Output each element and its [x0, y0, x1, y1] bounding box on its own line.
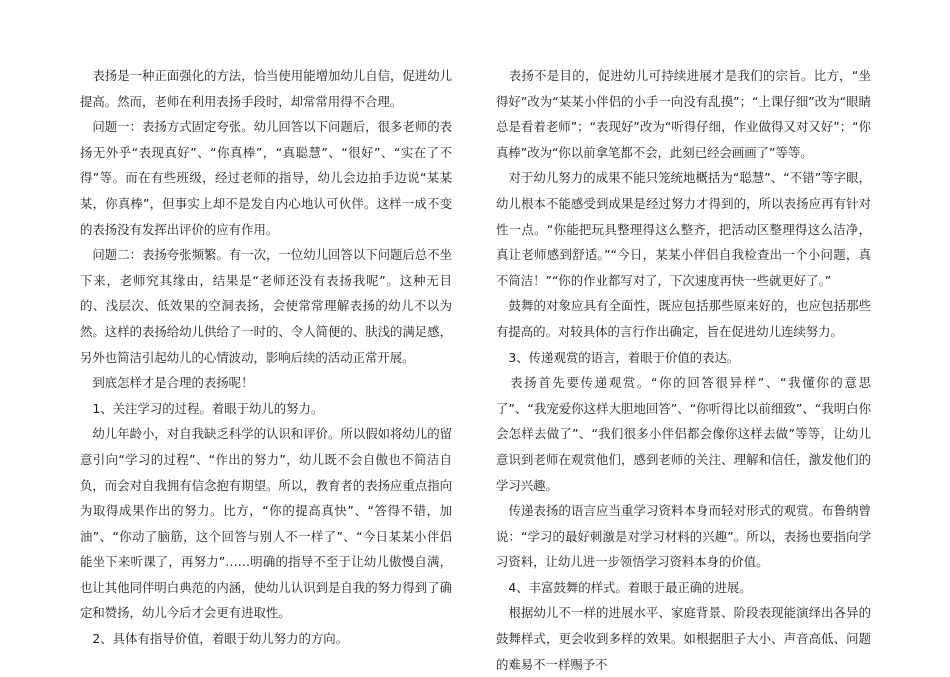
paragraph-problem-two: 问题二：表扬夸张频繁。有一次，一位幼儿回答以下问题后总不坐下来，老师究其缘由，结果是“老师还没有表扬我呢”。这种无目的、浅层次、低效果的空洞表扬，会使常常理解表扬的幼儿不以为然。这样的表扬给幼儿供给了一时的、令人简便的、肤浅的满足感，另外也简洁引起幼儿的心情波动，影响后续的活动正常开展。 — [80, 247, 452, 365]
heading-point-three: 3、传递观赏的语言，着眼于价值的表达。 — [496, 349, 740, 365]
paragraph-point-one: 幼儿年龄小，对自我缺乏科学的认识和评价。所以假如将幼儿的留意引向“学习的过程”、“作出的努力”，幼儿既不会自傲也不简洁自负，而会对自我拥有信念抱有期望。所以，教育者的表扬应重点指向为取得成果作出的努力。比方，“你的提高真快”、“答得不错，加油”、“你动了脑筋，这个回答与别人不一样了”、“今日某某小伴侣能坐下来听课了，再努力”……明确的指导不至于让幼儿傲慢自满，也让其他同伴明白典范的内涵，使幼儿认识到是自我的努力得到了确定和赞扬，幼儿今后才会更有进取性。 — [80, 426, 452, 621]
paragraph-encouragement-styles: 根据幼儿不一样的进展水平、家庭背景、阶段表现能演绎出各异的鼓舞样式，更会收到多样的效果。如根据胆子大小、声音高低、问题的难易不一样赐予不 — [496, 605, 871, 672]
heading-point-one: 1、关注学习的过程。着眼于幼儿的努力。 — [80, 400, 324, 416]
paragraph-point-two-body: 表扬不是目的，促进幼儿可持续进展才是我们的宗旨。比方，“坐得好”改为“某某小伴侣的小手一向没有乱摸”；“上课仔细”改为“眼睛总是看着老师”；“表现好”改为“听得仔细，作业做得又对又好”；“你真棒”改为“你以前拿笔都不会，此刻已经会画画了”等等。 — [496, 68, 871, 160]
paragraph-appreciation: 表扬首先要传递观赏。“你的回答很异样”、“我懂你的意思了”、“我宠爱你这样大胆地回答”、“你听得比以前细致”、“我明白你会怎样去做了”、“我们很多小伴侣都会像你这样去做”等等，让幼儿意识到老师在观赏他们，感到老师的关注、理解和信任，激发他们的学习兴趣。 — [496, 375, 871, 493]
right-column — [496, 63, 871, 677]
paragraph-specific-praise: 对于幼儿努力的成果不能只笼统地概括为“聪慧”、“不错”等字眼，幼儿根本不能感受到成果是经过努力才得到的，所以表扬应再有针对性一点。“你能把玩具整理得这么整齐，把活动区整理得这么洁净，真让老师感到舒适。”“今日，某某小伴侣自我检查出一个小问题，真不简洁！”“你的作业都写对了，下次速度再快一些就更好了。” — [496, 170, 871, 288]
heading-point-two: 2、具体有指导价值，着眼于幼儿努力的方向。 — [80, 631, 349, 647]
paragraph-problem-one: 问题一：表扬方式固定夸张。幼儿回答以下问题后，很多老师的表扬无外乎“表现真好”、“你真棒”，“真聪慧”、“很好”、“实在了不得”等。而在有些班级，经过老师的指导，幼儿会边拍手边说“某某某，你真棒”，但事实上却不是发自内心地认可伙伴。这样一成不变的表扬没有发挥出评价的应有作用。 — [80, 119, 452, 237]
paragraph-comprehensive: 鼓舞的对象应具有全面性，既应包括那些原来好的，也应包括那些有提高的。对较具体的言行作出确定，旨在促进幼儿连续努力。 — [496, 298, 871, 339]
paragraph-question: 到底怎样才是合理的表扬呢！ — [80, 375, 254, 391]
left-column — [80, 63, 452, 652]
heading-point-four: 4、丰富鼓舞的样式。着眼于最正确的进展。 — [496, 579, 752, 595]
paragraph-learning-material: 传递表扬的语言应当重学习资料本身而轻对形式的观赏。布鲁纳曾说：“学习的最好刺激是对学习材料的兴趣”。所以，表扬也要指向学习资料，让幼儿进一步领悟学习资料本身的价值。 — [496, 503, 871, 570]
paragraph-intro: 表扬是一种正面强化的方法，恰当使用能增加幼儿自信，促进幼儿提高。然而，老师在利用表扬手段时，却常常用得不合理。 — [80, 68, 452, 109]
